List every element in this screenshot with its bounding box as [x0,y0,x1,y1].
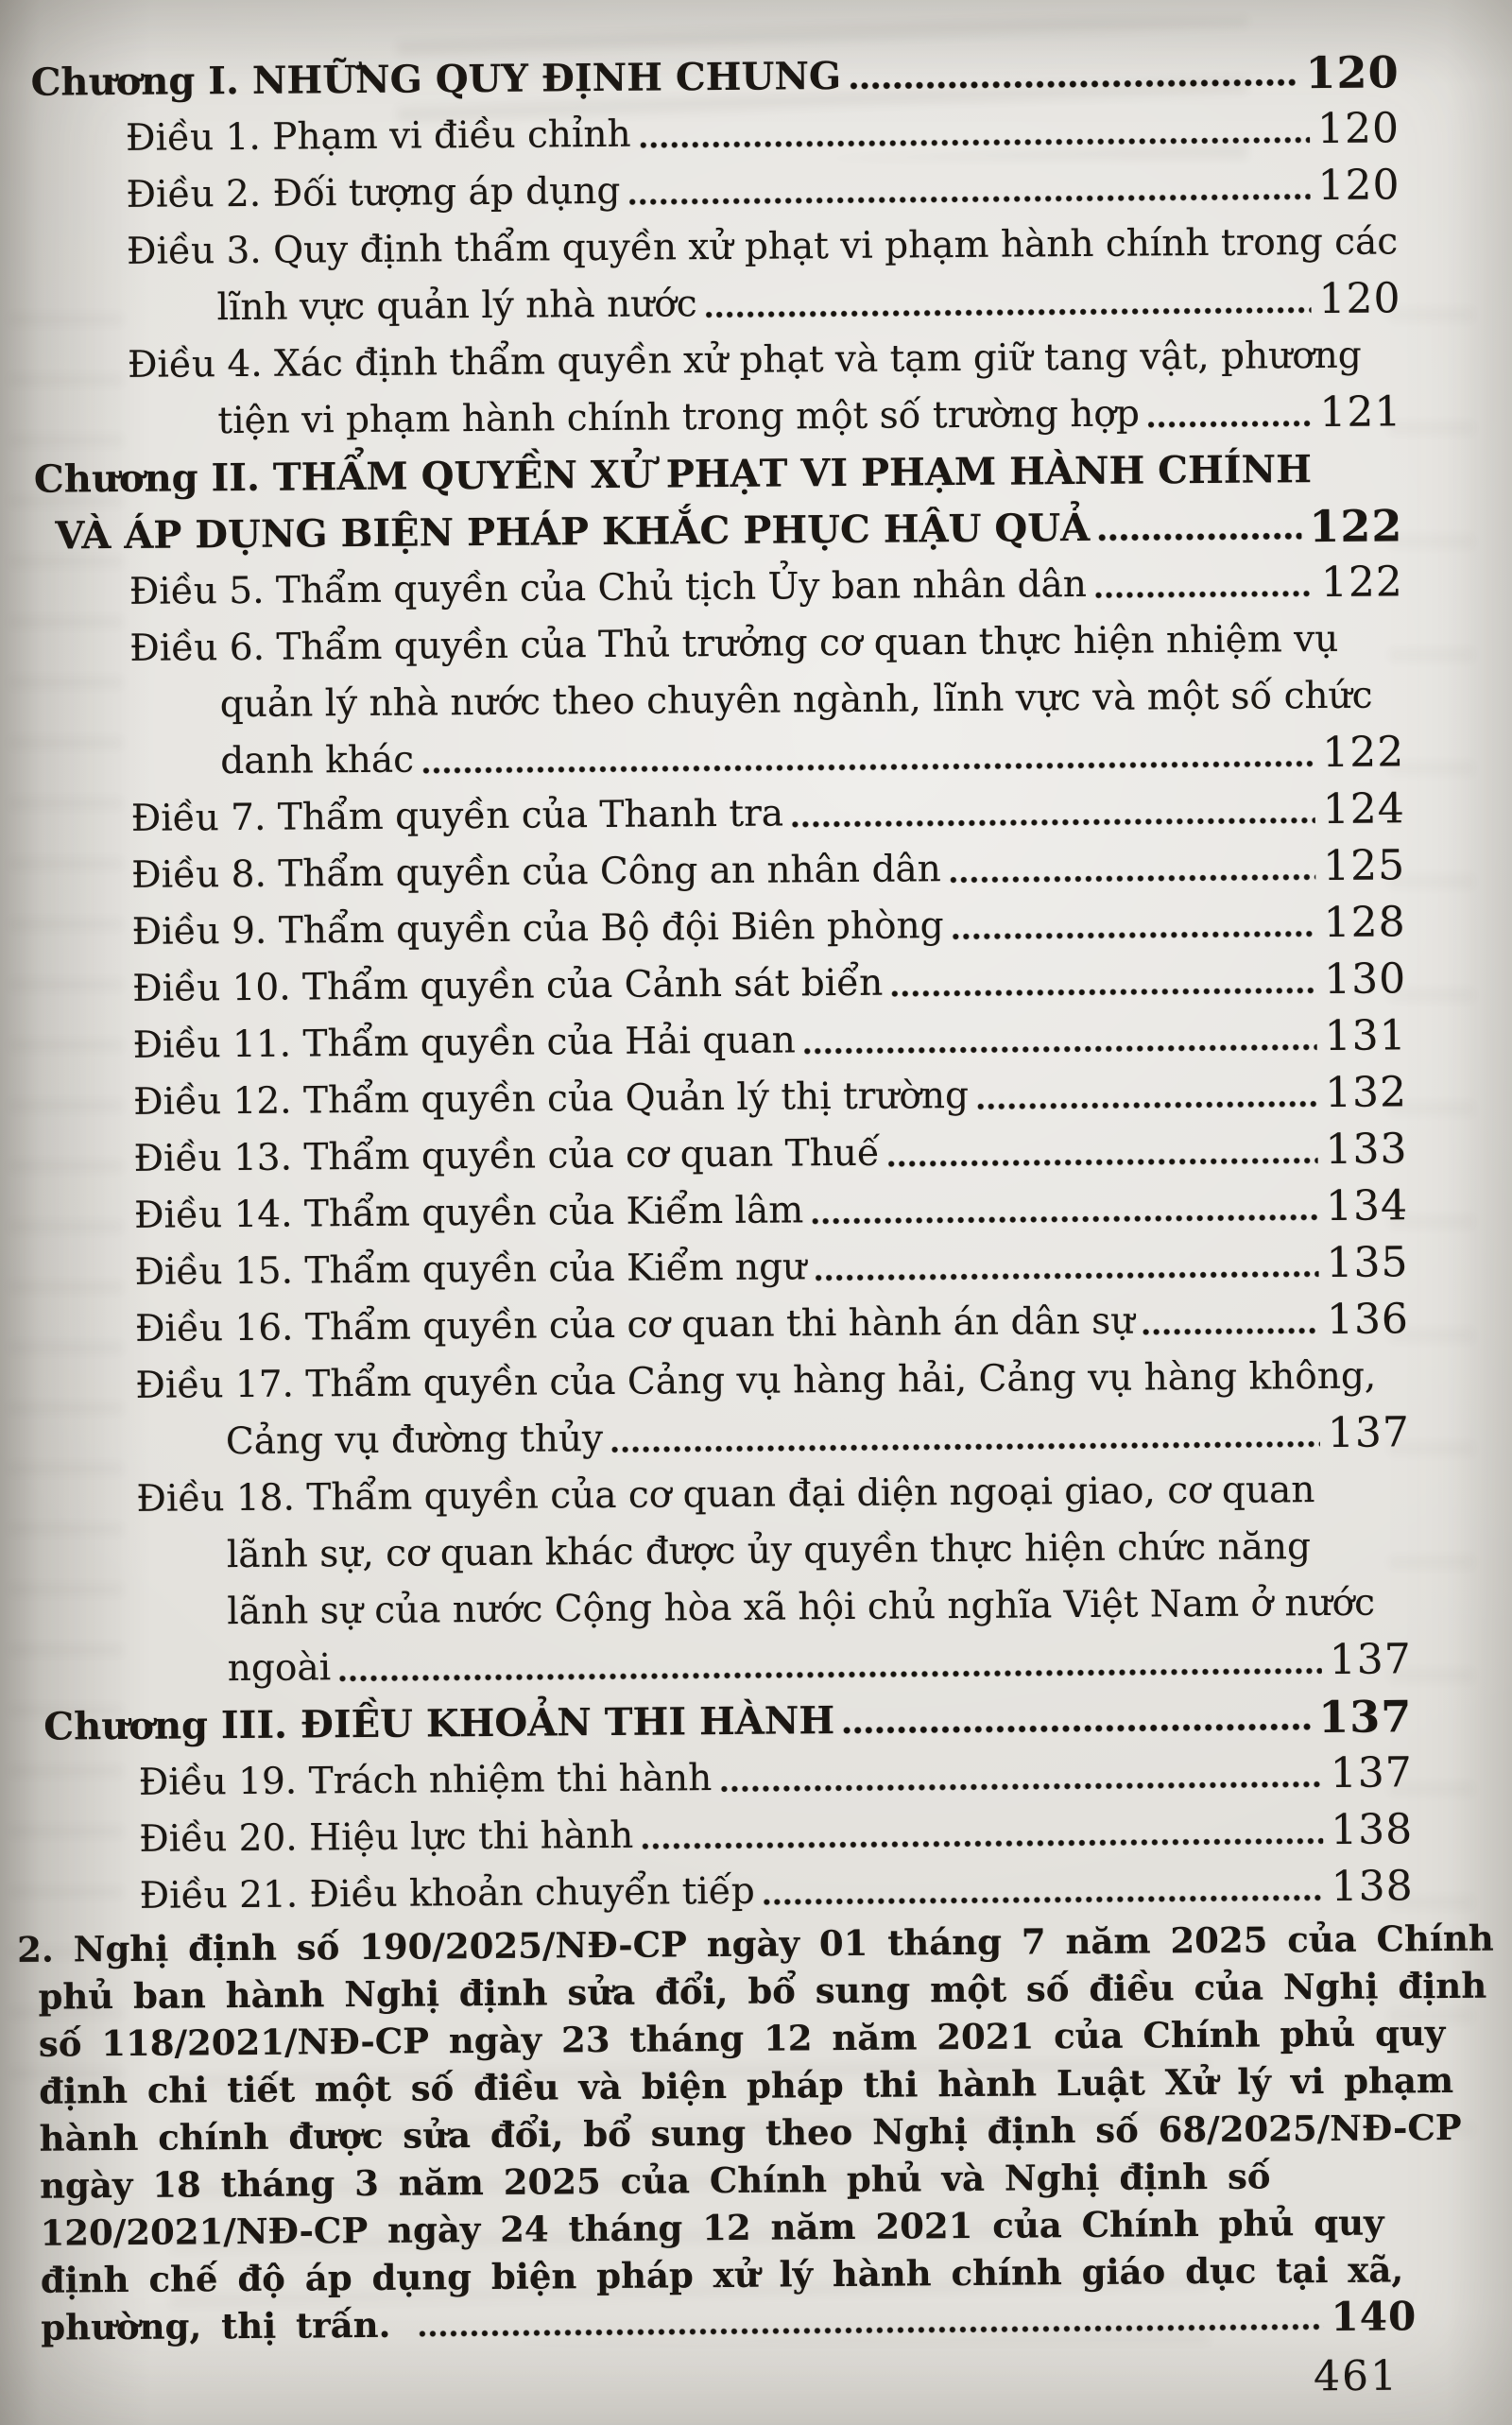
toc-article-line [37,1121,1407,1188]
toc-text: ngày 18 tháng 3 năm 2025 của Chính phủ và Nghị định số [39,2155,1271,2207]
toc-page-number: 138 [1331,1862,1414,1911]
dot-leader [1142,1326,1319,1336]
dot-leader [705,305,1312,319]
toc-text: Điều 2. Đối tượng áp dụng [126,169,621,216]
dot-leader [849,77,1298,91]
toc-article-line [38,1178,1408,1245]
toc-text: số 118/2021/NĐ-CP ngày 23 tháng 12 năm 2021 của Chính phủ quy [38,2012,1446,2065]
toc-page-number: 132 [1324,1068,1408,1117]
toc-text: Cảng vụ đường thủy [225,1417,604,1464]
toc-article-line [36,1007,1406,1075]
toc-text: Điều 20. Hiệu lực thi hành [139,1814,634,1861]
toc-page-number: 122 [1320,558,1404,608]
toc-chapter-line [42,1688,1412,1755]
toc-article-line [39,1291,1409,1358]
toc-text: phường, thị trấn. [41,2303,411,2348]
toc-text: Chương III. ĐIỀU KHOẢN THI HÀNH [43,1698,835,1749]
toc-text: tiện vi phạm hành chính trong một số trường hợp [217,392,1141,443]
toc-text: Điều 18. Thẩm quyền của cơ quan đại diện ngoại giao, cơ quan [136,1469,1315,1521]
dot-leader [890,986,1316,999]
toc-text: định chế độ áp dụng biện pháp xử lý hành chính giáo dục tại xã, [40,2248,1404,2301]
toc-page-number: 120 [1317,161,1400,211]
toc-text: hành chính được sửa đổi, bổ sung theo Nghị định số 68/2025/NĐ-CP [39,2106,1462,2159]
dot-leader [791,816,1315,829]
toc-text: lãnh sự của nước Cộng hòa xã hội chủ nghĩa Việt Nam ở nước [227,1581,1376,1634]
toc-text: Điều 6. Thẩm quyền của Thủ trưởng cơ quan thực hiện nhiệm vụ [129,617,1339,670]
toc-page-number: 130 [1323,955,1407,1004]
toc-text: Điều 11. Thẩm quyền của Hải quan [132,1019,796,1067]
toc-article-line [40,1404,1410,1471]
toc-page-number: 137 [1329,1635,1412,1684]
dot-leader [1094,589,1314,600]
toc-article-line [39,1348,1409,1415]
toc-page-number: 140 [1331,2293,1418,2340]
dot-leader [421,759,1314,775]
toc-text: Điều 13. Thẩm quyền của cơ quan Thuế [133,1131,881,1180]
toc-text: 120/2021/NĐ-CP ngày 24 tháng 12 năm 2021 của Chính phủ quy [40,2201,1384,2254]
toc-text: danh khác [220,738,415,783]
dot-leader [842,1722,1311,1735]
toc-text: Điều 3. Quy định thẩm quyền xử phạt vi phạm hành chính trong các [126,220,1399,273]
toc-article-line [43,1745,1413,1812]
toc-page-number: 125 [1322,841,1406,890]
toc-chapter-line [32,440,1402,507]
toc-text: Điều 21. Điều khoản chuyển tiếp [139,1869,755,1918]
toc-text: Điều 9. Thẩm quyền của Bộ đội Biên phòng [131,904,944,954]
toc-article-line [34,724,1404,791]
toc-article-line [29,157,1400,224]
toc-text: Điều 10. Thẩm quyền của Cảnh sát biển [131,961,884,1010]
toc-text: quản lý nhà nước theo chuyên ngành, lĩnh vực và một số chức [219,674,1373,727]
folio-page-number: 461 [1313,2351,1400,2401]
toc-page-number: 121 [1319,387,1402,438]
toc-text: Điều 16. Thẩm quyền của cơ quan thi hành án dân sự [134,1299,1135,1350]
toc-text: Điều 15. Thẩm quyền của Kiểm ngư [134,1246,807,1294]
toc-text: Điều 12. Thẩm quyền của Quản lý thị trường [132,1074,970,1124]
toc-page-number: 122 [1322,728,1405,777]
toc-text: Điều 8. Thẩm quyền của Công an nhân dân [131,848,941,897]
toc-article-line [35,894,1405,961]
toc-page-number: 137 [1327,1408,1411,1457]
toc-item-line [41,2293,1417,2350]
toc-article-line [40,1461,1410,1528]
toc-article-line [31,327,1401,394]
toc-article-line [41,1518,1411,1585]
toc-article-line [36,951,1406,1018]
toc-article-line [33,554,1403,621]
toc-article-line [38,1234,1408,1301]
toc-article-line [33,611,1403,678]
toc-text: Điều 17. Thẩm quyền của Cảng vụ hàng hải, Cảng vụ hàng không, [135,1354,1377,1407]
toc-article-line [35,837,1405,904]
dot-leader [1097,531,1301,542]
toc-text: lĩnh vực quản lý nhà nước [216,283,697,330]
toc-article-line [31,384,1401,451]
toc [16,43,1494,2350]
toc-text: Điều 14. Thẩm quyền của Kiểm lâm [133,1189,804,1237]
toc-page-number: 120 [1305,46,1400,99]
toc-article-line [41,1574,1411,1642]
toc-page-number: 133 [1325,1125,1408,1174]
toc-text: định chi tiết một số điều và biện pháp thi hành Luật Xử lý vi phạm [39,2058,1454,2112]
toc-article-line [30,214,1400,281]
toc-article-line [43,1801,1413,1868]
dot-leader [610,1439,1320,1454]
toc-article-line [29,100,1400,167]
toc-text: phủ ban hành Nghị định sửa đổi, bổ sung một số điều của Nghị định [38,1964,1487,2018]
toc-chapter-line [28,43,1399,111]
dot-leader [719,1780,1322,1794]
toc-article-line [35,781,1405,848]
toc-article-line [42,1631,1412,1698]
dot-leader [814,1269,1318,1282]
toc-page-number: 131 [1324,1011,1407,1060]
dot-leader [952,929,1316,941]
toc-page-number: 120 [1316,104,1400,154]
toc-page-number: 124 [1322,784,1405,834]
toc-text: 2. Nghị định số 190/2025/NĐ-CP ngày 01 tháng 7 năm 2025 của Chính [16,1917,1494,1970]
toc-text: Chương I. NHỮNG QUY ĐỊNH CHUNG [30,53,842,105]
dot-leader [641,1836,1323,1851]
toc-article-line [34,667,1404,734]
dot-leader [639,135,1310,150]
toc-page-number: 120 [1318,274,1401,324]
toc-page-number: 134 [1325,1181,1409,1230]
dot-leader [803,1042,1317,1056]
dot-leader [763,1893,1324,1907]
dot-leader [1147,419,1313,429]
toc-text: VÀ ÁP DỤNG BIỆN PHÁP KHẮC PHỤC HẬU QUẢ [55,505,1091,559]
toc-text: Điều 4. Xác định thẩm quyền xử phạt và tạm giữ tang vật, phương [127,334,1362,387]
dot-leader [627,192,1310,207]
toc-article-line [30,270,1400,337]
toc-page-number: 136 [1326,1295,1410,1344]
toc-article-line [43,1858,1413,1925]
dot-leader [887,1156,1318,1169]
toc-page-number: 137 [1318,1691,1413,1744]
dot-leader [338,1666,1322,1683]
dot-leader [949,872,1315,885]
toc-text: ngoài [227,1646,332,1691]
toc-chapter-line [32,497,1402,564]
toc-article-line [37,1064,1407,1131]
toc-page-number: 137 [1330,1748,1413,1797]
dot-leader [418,2322,1323,2339]
dot-leader [811,1212,1318,1226]
dot-leader [976,1099,1317,1111]
toc-page-number: 122 [1309,500,1403,553]
toc-text: Điều 7. Thẩm quyền của Thanh tra [130,792,784,840]
toc-text: lãnh sự, cơ quan khác được ủy quyền thực hiện chức năng [226,1525,1312,1577]
toc-page-number: 138 [1331,1805,1414,1854]
toc-text: Chương II. THẨM QUYỀN XỬ PHẠT VI PHẠM HÀNH CHÍNH [33,447,1313,502]
toc-text: Điều 19. Trách nhiệm thi hành [138,1757,713,1804]
toc-text: Điều 5. Thẩm quyền của Chủ tịch Ủy ban nhân dân [129,562,1088,613]
toc-page-number: 135 [1326,1238,1409,1287]
toc-text: Điều 1. Phạm vi điều chỉnh [125,112,631,160]
toc-page-number: 128 [1323,898,1406,947]
